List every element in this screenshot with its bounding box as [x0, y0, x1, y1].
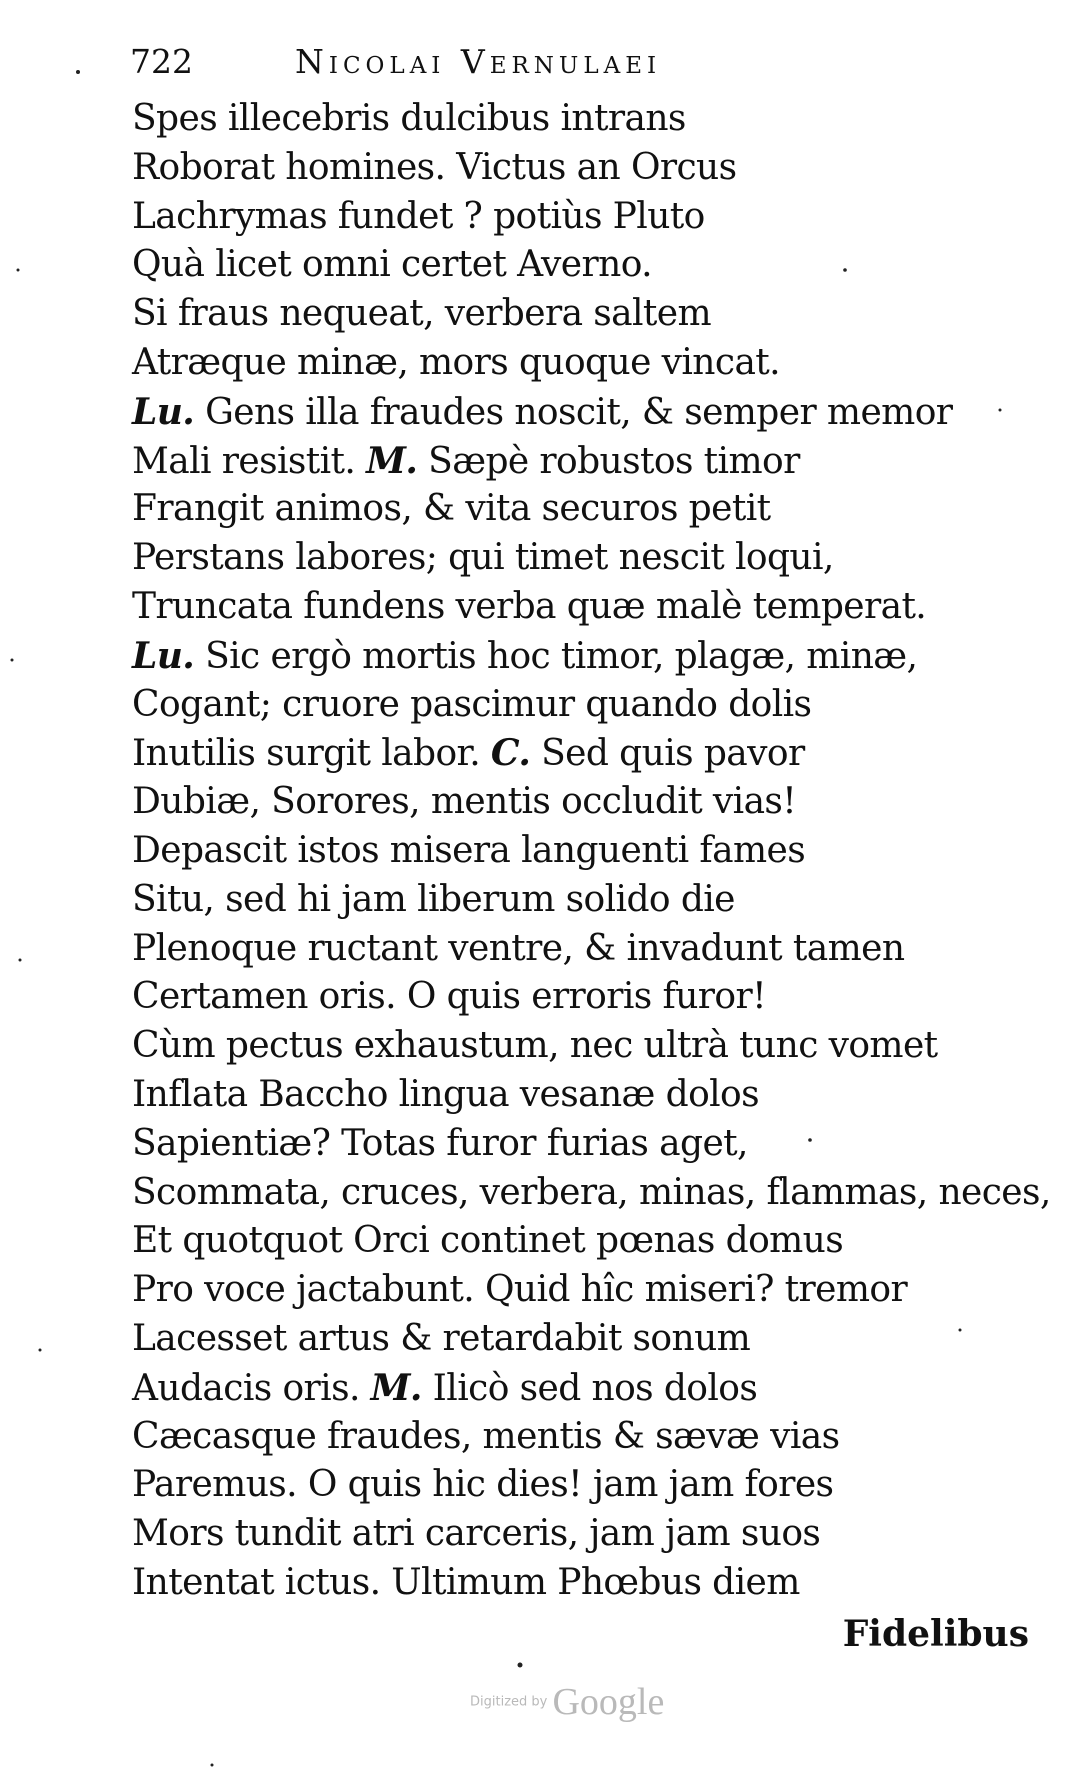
verse-text: Sæpè robustos timor — [417, 440, 800, 482]
verse-text: Mors tundit atri carceris, jam jam suos — [132, 1513, 821, 1555]
verse-text: Inflata Baccho lingua vesanæ dolos — [132, 1073, 760, 1115]
verse-text: Sed quis pavor — [530, 733, 805, 775]
google-logo: Google — [552, 1681, 665, 1723]
verse-text: Cæcasque fraudes, mentis & sævæ vias — [132, 1415, 840, 1457]
speaker-abbreviation: M. — [370, 1366, 422, 1409]
speck — [76, 70, 80, 74]
running-title: Nicolai Vernulaei — [295, 42, 662, 81]
speck — [11, 659, 14, 662]
verse-text: Roborat homines. Victus an Orcus — [132, 146, 737, 188]
speaker-abbreviation: M. — [366, 439, 418, 482]
verse-text: Certamen oris. O quis erroris furor! — [132, 976, 766, 1018]
verse-text: Cùm pectus exhaustum, nec ultrà tunc vomet — [132, 1025, 938, 1067]
speck — [959, 1329, 962, 1332]
verse-text: Pro voce jactabunt. Quid hîc miseri? tremor — [132, 1269, 908, 1311]
speck — [808, 1138, 812, 1142]
speck — [843, 268, 847, 272]
speck — [19, 959, 22, 962]
verse-text: Gens illa fraudes noscit, & semper memor — [194, 391, 953, 433]
verse-text: Si fraus nequeat, verbera saltem — [132, 293, 712, 335]
verse-text: Et quotquot Orci continet pœnas domus — [132, 1220, 844, 1262]
verse-text: Sapientiæ? Totas furor furias aget, — [132, 1122, 748, 1164]
catchword: Fidelibus — [842, 1613, 1029, 1655]
verse-text: Spes illecebris dulcibus intrans — [132, 98, 686, 139]
verse-text: Cogant; cruore pascimur quando dolis — [132, 683, 812, 725]
verse-text: Plenoque ructant ventre, & invadunt tamen — [132, 927, 905, 969]
speck — [39, 1349, 42, 1352]
digitized-by-label: Digitized by — [470, 1694, 548, 1710]
verse-text: Mali resistit. — [132, 440, 367, 482]
verse-text: Truncata fundens verba quæ malè temperat. — [132, 585, 927, 627]
verse-text: Quà licet omni certet Averno. — [132, 244, 652, 286]
verse-text: Scommata, cruces, verbera, minas, flammas, neces, — [132, 1171, 1051, 1213]
speck — [17, 269, 20, 272]
speaker-abbreviation: Lu. — [132, 634, 195, 677]
verse-text: Frangit animos, & vita securos petit — [132, 488, 771, 530]
verse-text: Ilicò sed nos dolos — [421, 1367, 758, 1409]
verse-text: Paremus. O quis hic dies! jam jam fores — [132, 1464, 834, 1506]
verse-text: Lacesset artus & retardabit sonum — [132, 1317, 751, 1359]
verse-text: Perstans labores; qui timet nescit loqui, — [132, 537, 834, 579]
verse-text: Inutilis surgit labor. — [132, 733, 491, 775]
verse-text: Depascit istos misera languenti fames — [132, 829, 806, 871]
speck — [211, 1764, 214, 1767]
speaker-abbreviation: Lu. — [132, 390, 195, 433]
verse-text: Lachrymas fundet ? potiùs Pluto — [132, 195, 705, 237]
speaker-abbreviation: C. — [490, 732, 531, 775]
verse-text: Sic ergò mortis hoc timor, plagæ, minæ, — [194, 635, 918, 677]
verse-text: Situ, sed hi jam liberum solido die — [132, 878, 735, 920]
page-number: 722 — [130, 42, 193, 81]
speck — [518, 1663, 523, 1668]
verse-text: Intentat ictus. Ultimum Phœbus diem — [132, 1561, 800, 1603]
verse-text: Dubiæ, Sorores, mentis occludit vias! — [132, 781, 797, 823]
verse-text: Audacis oris. — [132, 1367, 371, 1409]
speck — [999, 409, 1002, 412]
verse-text: Atræque minæ, mors quoque vincat. — [132, 341, 781, 383]
